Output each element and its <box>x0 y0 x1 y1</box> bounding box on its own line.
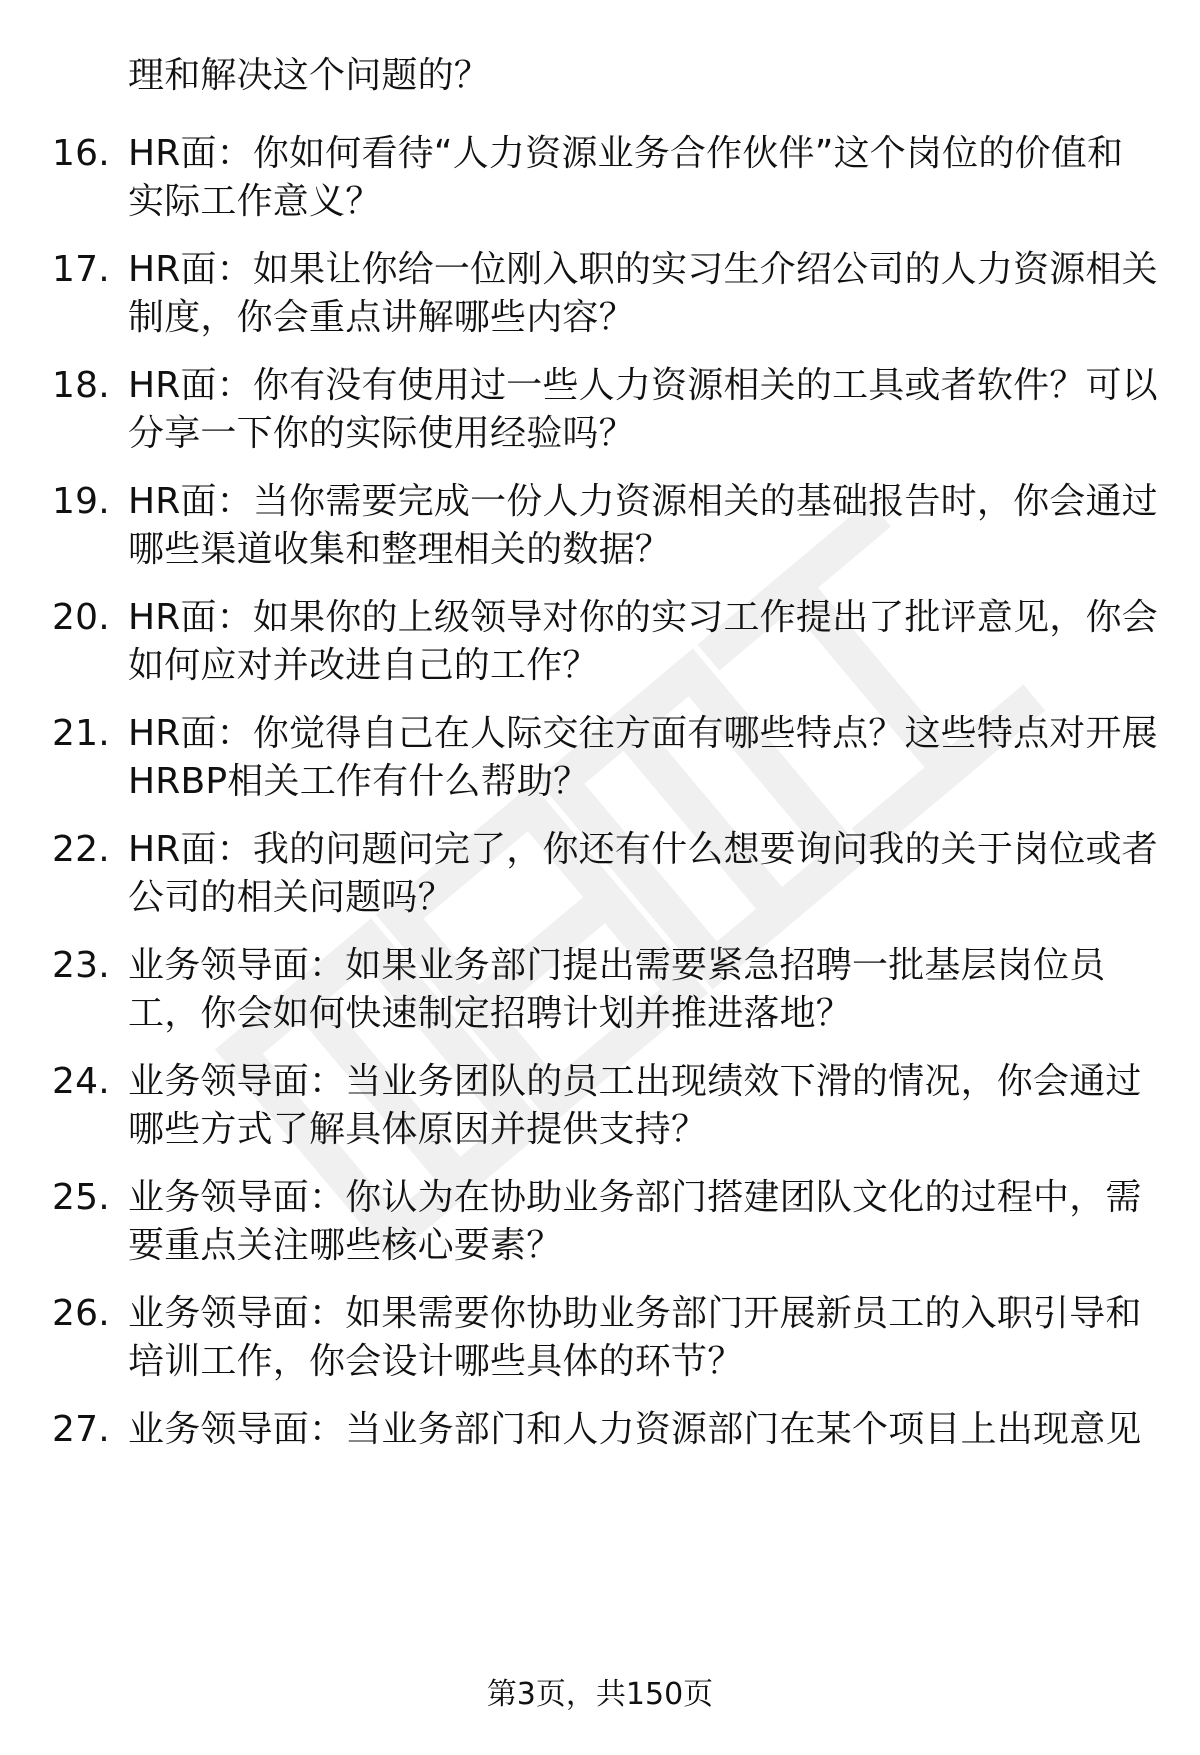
question-number: 25. <box>52 1177 110 1218</box>
question-line: 分享一下你的实际使用经验吗？ <box>128 413 635 454</box>
question-line: 业务领导面：你认为在协助业务部门搭建团队文化的过程中，需 <box>128 1177 1142 1218</box>
question-number: 22. <box>52 829 110 870</box>
question-line: HR面：你觉得自己在人际交往方面有哪些特点？这些特点对开展 <box>128 713 1158 754</box>
question-line: HR面：如果让你给一位刚入职的实习生介绍公司的人力资源相关 <box>128 249 1158 290</box>
question-number: 27. <box>52 1409 110 1450</box>
question-line: HR面：我的问题问完了，你还有什么想要询问我的关于岗位或者 <box>128 829 1158 870</box>
question-number: 24. <box>52 1061 110 1102</box>
question-number: 21. <box>52 713 110 754</box>
question-line: 哪些渠道收集和整理相关的数据？ <box>128 529 672 570</box>
question-line: 实际工作意义？ <box>128 181 382 222</box>
question-number: 16. <box>52 133 110 174</box>
question-line: 制度，你会重点讲解哪些内容？ <box>128 297 635 338</box>
question-line: HRBP相关工作有什么帮助？ <box>128 761 590 802</box>
question-line: 如何应对并改进自己的工作？ <box>128 645 599 686</box>
question-number: 18. <box>52 365 110 406</box>
question-number: 20. <box>52 597 110 638</box>
question-number: 23. <box>52 945 110 986</box>
question-line: HR面：你如何看待“人力资源业务合作伙伴”这个岗位的价值和 <box>128 133 1124 174</box>
question-line: 业务领导面：如果需要你协助业务部门开展新员工的入职引导和 <box>128 1293 1142 1334</box>
question-line: HR面：你有没有使用过一些人力资源相关的工具或者软件？可以 <box>128 365 1158 406</box>
question-line: 培训工作，你会设计哪些具体的环节？ <box>128 1341 744 1382</box>
question-line: 业务领导面：如果业务部门提出需要紧急招聘一批基层岗位员 <box>128 945 1106 986</box>
question-number: 19. <box>52 481 110 522</box>
question-line: 业务领导面：当业务部门和人力资源部门在某个项目上出现意见 <box>128 1409 1142 1450</box>
question-number: 17. <box>52 249 110 290</box>
question-line: 要重点关注哪些核心要素？ <box>128 1225 563 1266</box>
question-line: 哪些方式了解具体原因并提供支持？ <box>128 1109 708 1150</box>
question-line: HR面：如果你的上级领导对你的实习工作提出了批评意见，你会 <box>128 597 1158 638</box>
question-line: HR面：当你需要完成一份人力资源相关的基础报告时，你会通过 <box>128 481 1158 522</box>
page-number: 第3页，共150页 <box>486 1677 714 1712</box>
question-line: 业务领导面：当业务团队的员工出现绩效下滑的情况，你会通过 <box>128 1061 1142 1102</box>
question-number: 26. <box>52 1293 110 1334</box>
question-line: 理和解决这个问题的？ <box>128 55 491 96</box>
question-line: 公司的相关问题吗？ <box>128 877 454 918</box>
question-line: 工，你会如何快速制定招聘计划并推进落地？ <box>128 993 853 1034</box>
